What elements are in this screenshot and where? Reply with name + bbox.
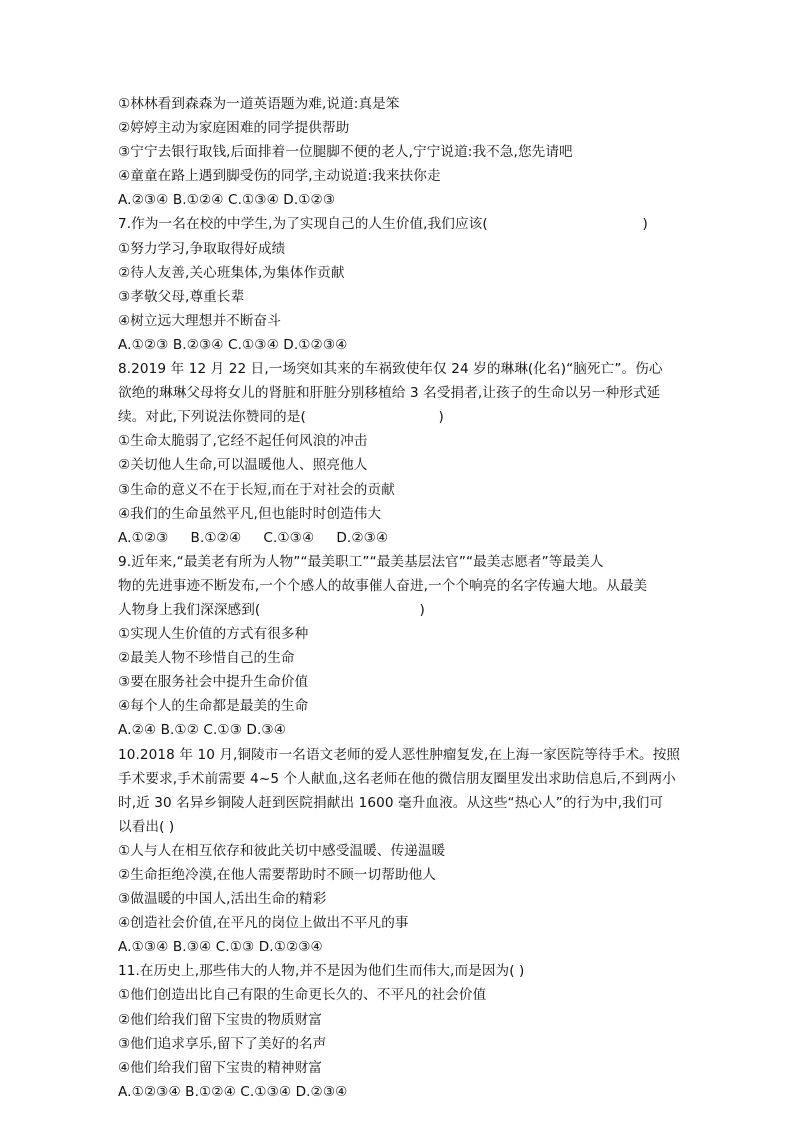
question-stem: 时,近 30 名异乡铜陵人赶到医院捐献出 1600 毫升血液。从这些“热心人”的行为中,我们可 [118, 794, 664, 811]
document-page [118, 92, 681, 1104]
answer-choices: A.②③④ B.①②④ C.①③④ D.①②③ [118, 192, 336, 209]
option-line: ①他们创造出比自己有限的生命更长久的、不平凡的社会价值 [118, 987, 487, 1004]
option-line: ③他们追求享乐,留下了美好的名声 [118, 1035, 327, 1052]
question-10 [118, 743, 681, 960]
question-stem: 9.近年来,“最美老有所为人物”“最美职工”“最美基层法官”“最美志愿者”等最美人 [118, 553, 604, 570]
question-9 [118, 550, 678, 743]
option-line: ④童童在路上遇到脚受伤的同学,主动说道:我来扶你走 [118, 168, 441, 185]
option-line: ①人与人在相互依存和彼此关切中感受温暖、传递温暖 [118, 842, 446, 859]
option-line: ①努力学习,争取取得好成绩 [118, 240, 286, 257]
answer-choices: A.①②③ B.②③④ C.①③④ D.①②③④ [118, 336, 348, 353]
option-line: ①生命太脆弱了,它经不起任何风浪的冲击 [118, 433, 368, 450]
option-line: ③生命的意义不在于长短,而在于对社会的贡献 [118, 481, 395, 498]
option-line: ①林林看到森森为一道英语题为难,说道:真是笨 [118, 96, 400, 112]
question-stem: 11.在历史上,那些伟大的人物,并不是因为他们生而伟大,而是因为( ) [118, 963, 525, 980]
option-line: ③孝敬父母,尊重长辈 [118, 288, 245, 305]
question-6-continuation [118, 92, 678, 212]
option-line: ②最美人物不珍惜自己的生命 [118, 650, 295, 667]
option-line: ②他们给我们留下宝贵的物质财富 [118, 1011, 322, 1028]
option-line: ②生命拒绝冷漠,在他人需要帮助时不顾一切帮助他人 [118, 867, 436, 883]
answer-choices: A.①②③④ B.①②④ C.①③④ D.②③④ [118, 1083, 348, 1100]
option-line: ④树立远大理想并不断奋斗 [118, 312, 281, 329]
question-8 [118, 357, 678, 550]
option-line: ①实现人生价值的方式有很多种 [118, 626, 309, 643]
option-line: ③宁宁去银行取钱,后面排着一位腿脚不便的老人,宁宁说道:我不急,您先请吧 [118, 144, 573, 161]
option-line: ②待人友善,关心班集体,为集体作贡献 [118, 264, 345, 281]
option-line: ②关切他人生命,可以温暖他人、照亮他人 [118, 457, 368, 474]
option-line: ③做温暖的中国人,活出生命的精彩 [118, 891, 327, 908]
question-stem: 物的先进事迹不断发布,一个个感人的故事催人奋进,一个个响亮的名字传遍大地。从最美 [118, 577, 648, 594]
question-stem: 7.作为一名在校的中学生,为了实现自己的人生价值,我们应该( ) [118, 216, 648, 233]
question-stem: 欲绝的琳琳父母将女儿的肾脏和肝脏分别移植给 3 名受捐者,让孩子的生命以另一种形式延 [118, 385, 661, 402]
question-stem: 8.2019 年 12 月 22 日,一场突如其来的车祸致使年仅 24 岁的琳琳(化名)“脑死亡”。伤心 [118, 361, 663, 378]
question-7 [118, 212, 678, 357]
answer-choices: A.①②③ B.①②④ C.①③④ D.②③④ [118, 529, 389, 546]
option-line: ④我们的生命虽然平凡,但也能时时创造伟大 [118, 505, 382, 522]
option-line: ④每个人的生命都是最美的生命 [118, 698, 309, 715]
question-11 [118, 959, 678, 1104]
question-stem: 10.2018 年 10 月,铜陵市一名语文老师的爱人恶性肿瘤复发,在上海一家医院等待手术。按照 [118, 746, 681, 763]
option-line: ④他们给我们留下宝贵的精神财富 [118, 1059, 322, 1076]
option-line: ③要在服务社会中提升生命价值 [118, 674, 309, 691]
question-stem: 以看出( ) [118, 818, 175, 835]
option-line: ④创造社会价值,在平凡的岗位上做出不平凡的事 [118, 915, 409, 932]
answer-choices: A.②④ B.①② C.①③ D.③④ [118, 722, 286, 739]
question-stem: 手术要求,手术前需要 4~5 个人献血,这名老师在他的微信朋友圈里发出求助信息后,不到两小 [118, 770, 676, 787]
question-stem: 人物身上我们深深感到( ) [118, 601, 425, 618]
answer-choices: A.①③④ B.③④ C.①③ D.①②③④ [118, 939, 323, 956]
question-stem: 续。对此,下列说法你赞同的是( ) [118, 409, 444, 426]
option-line: ②婷婷主动为家庭困难的同学提供帮助 [118, 120, 350, 137]
